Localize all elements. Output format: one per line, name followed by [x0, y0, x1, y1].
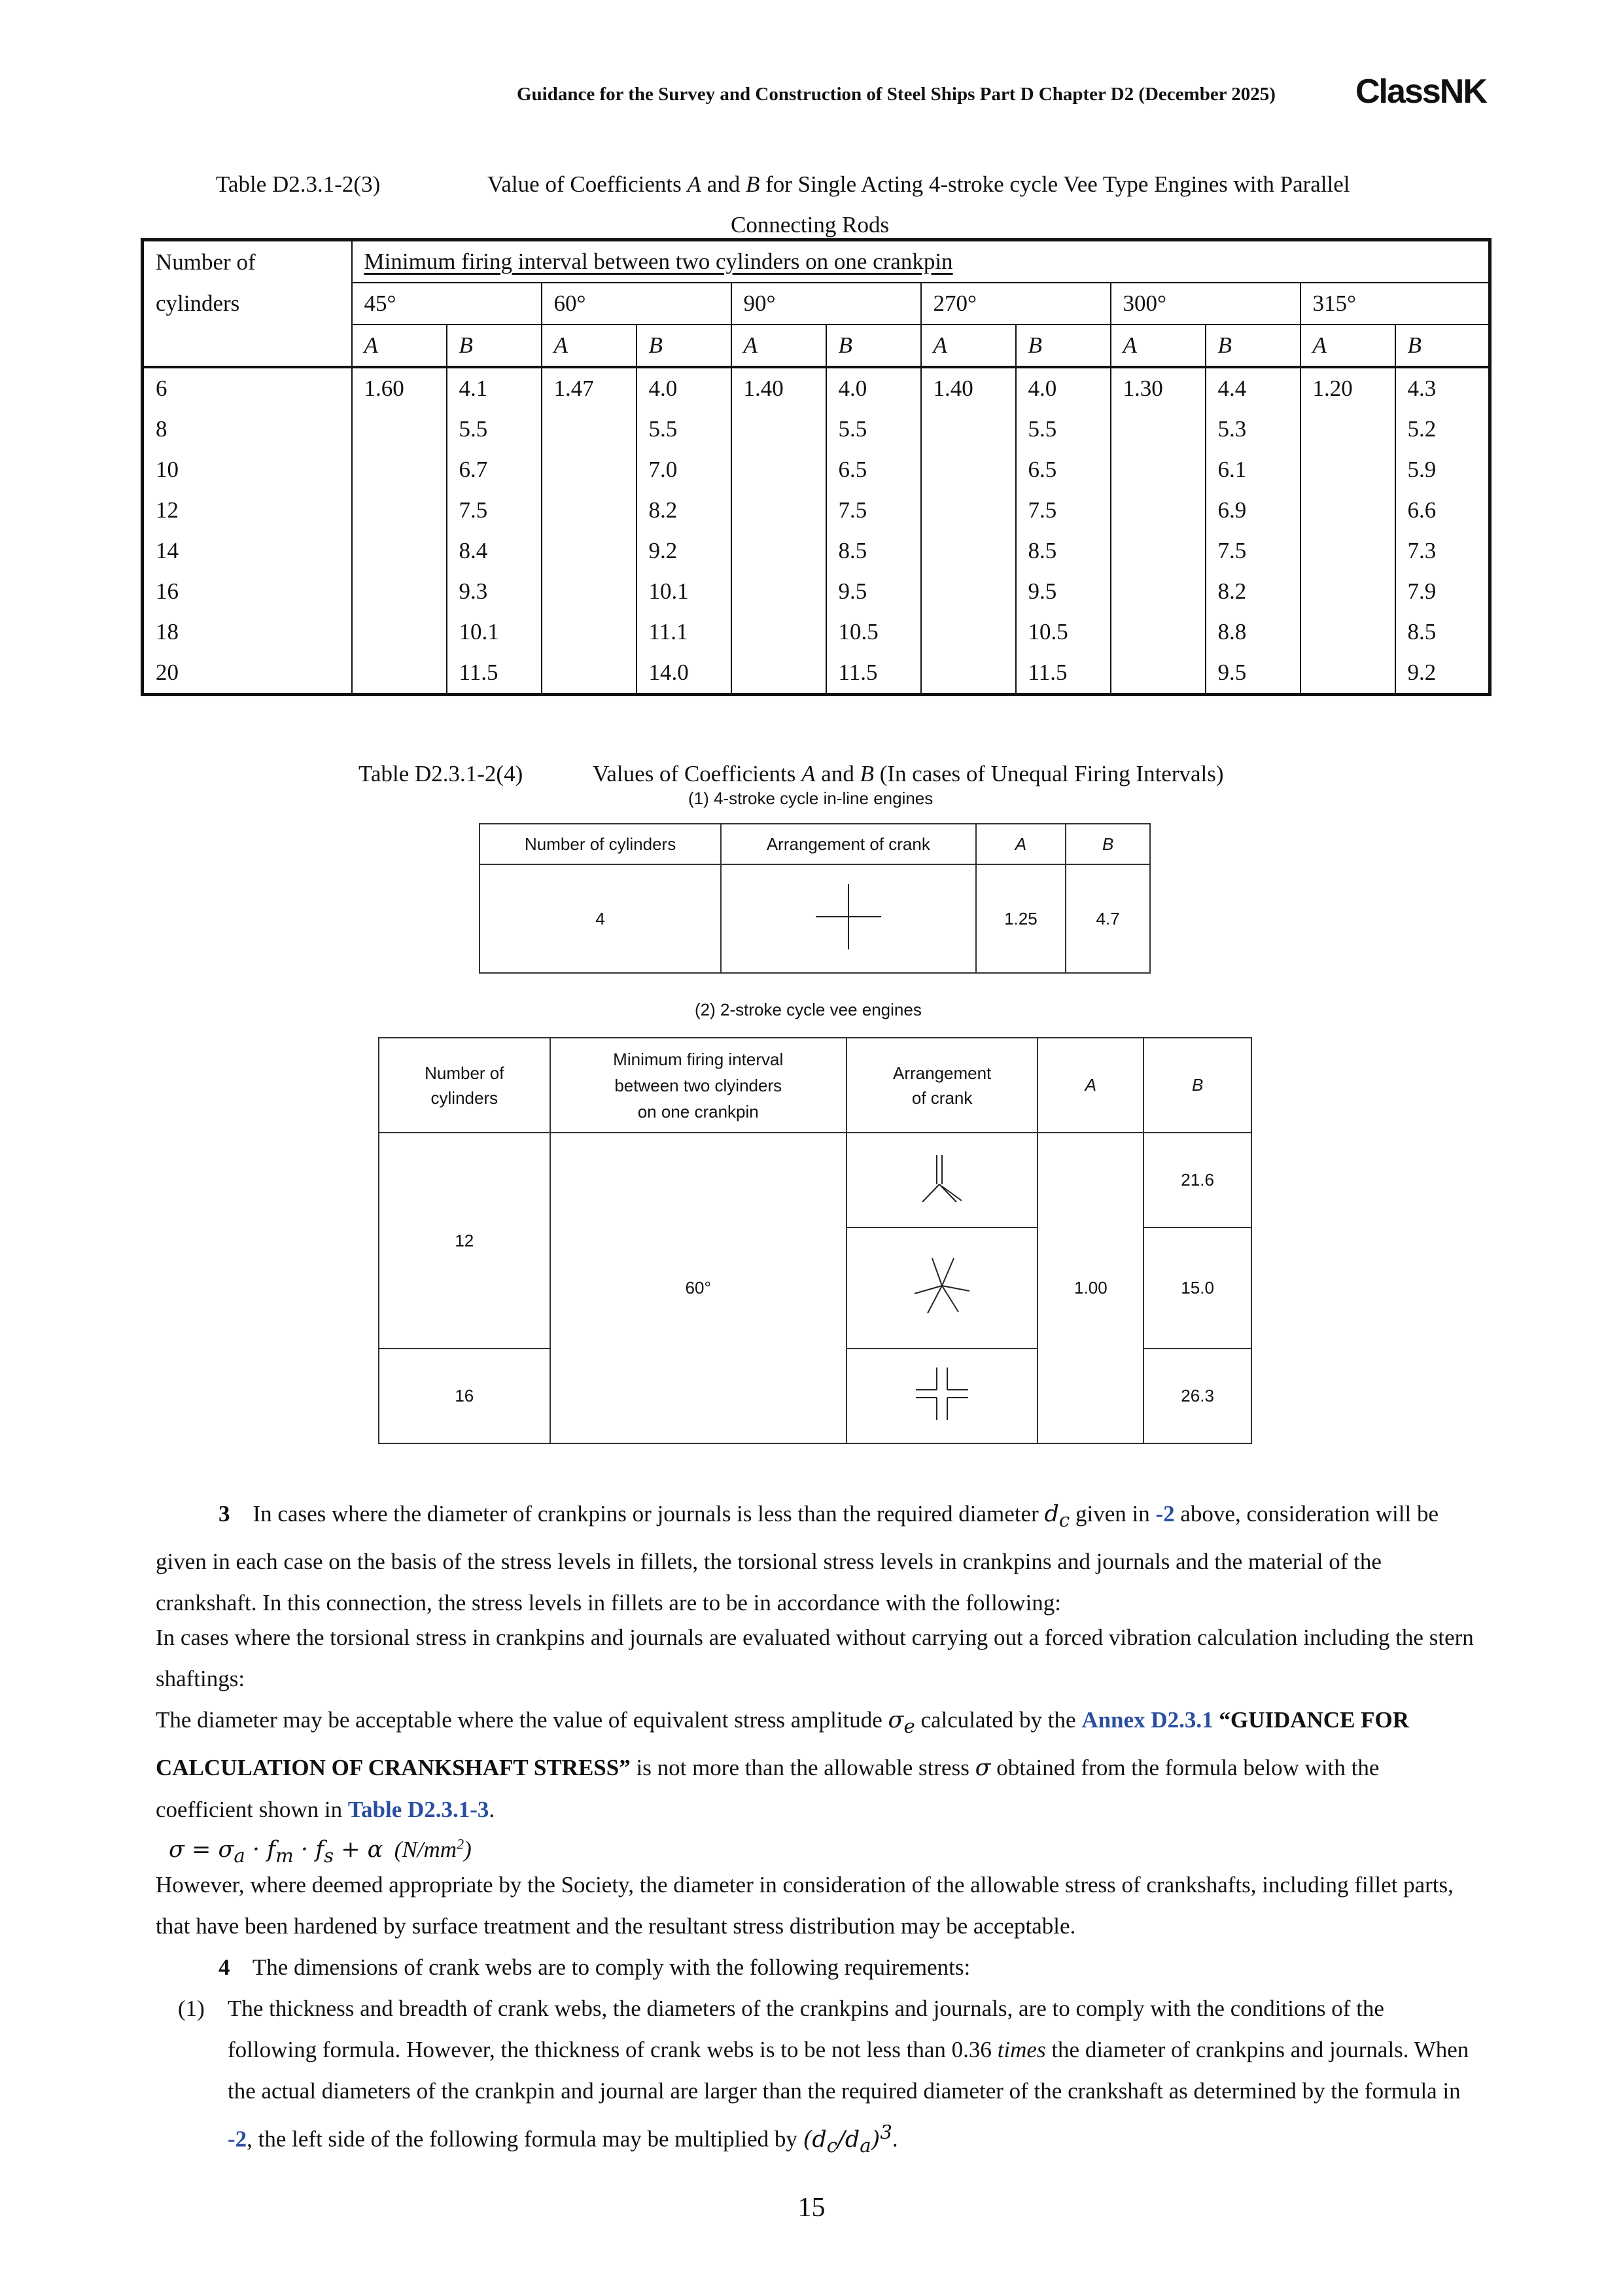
b-value: 5.5 [1016, 409, 1111, 450]
paragraph-3: 3 In cases where the diameter of crankpins or journals is less than the required diameter $d_c$ given in -2 above, consideration will be given in each case on the basis of the stress levels in fillets, the torsional stress levels in crankpins and journals and the material of the crankshaft. In this connection, the stress levels in fillets are to be in accordance with the following: [156, 1501, 1439, 1616]
b-value: 9.5 [1016, 571, 1111, 612]
b-value: 7.5 [1016, 490, 1111, 531]
b-value: 8.2 [1206, 571, 1300, 612]
header-number-of-cylinders: Number of cylinders [379, 1038, 550, 1133]
cylinders-cell: 16 [379, 1349, 550, 1443]
b-value: 8.5 [1016, 531, 1111, 571]
b-value: 9.5 [1206, 652, 1300, 695]
a-value: 1.20 [1300, 367, 1395, 409]
header-min-firing-interval: Minimum firing interval between two cylinders on one crankpin [352, 240, 1490, 283]
formula-allowable-stress: $\sigma = \sigma_a \cdot f_m \cdot f_s + \alpha$ $(N/mm^2)$ [169, 1835, 472, 1867]
b-value: 9.3 [447, 571, 542, 612]
b-value: 14.0 [637, 652, 731, 695]
a-value: 1.47 [542, 367, 637, 409]
header-number-of: Number of [156, 249, 256, 275]
cylinders-cell: 20 [156, 660, 179, 685]
item-1-number: (1) [178, 1996, 205, 2021]
crank-cross-icon [809, 881, 888, 953]
header-a: A [731, 325, 826, 367]
paragraph-4: 4 The dimensions of crank webs are to comply with the following requirements: [218, 1954, 971, 1980]
table3-id: Table D2.3.1-2(3) [216, 171, 381, 197]
b-value: 7.5 [1206, 531, 1300, 571]
crank-arrangement-3 [846, 1349, 1038, 1443]
annex-link[interactable]: Annex D2.3.1 [1081, 1707, 1213, 1733]
header-b: B [447, 325, 542, 367]
dc-da-ratio: $(d_c/d_a)^3$ [803, 2121, 892, 2157]
b-value: 11.1 [637, 612, 731, 652]
header-b: B [1016, 325, 1111, 367]
header-a: A [976, 824, 1066, 864]
running-header: Guidance for the Survey and Construction of Steel Ships Part D Chapter D2 (December 2025) [517, 84, 1276, 105]
table-row [143, 367, 1490, 409]
table-row [143, 490, 1490, 531]
b-value: 7.3 [1395, 531, 1490, 571]
classnk-logo: ClassNK [1355, 73, 1486, 111]
paragraph-diameter: The diameter may be acceptable where the value of equivalent stress amplitude $\sigma_e$ calculated by the Annex D2.3.1 “GUIDANCE FOR CALCULATION OF CRANKSHAFT STRESS” is not more than the allowable stress σ obtained from the formula below with the coefficient shown in Table D2.3.1-3. [156, 1707, 1410, 1822]
table-row [143, 409, 1490, 450]
header-min-firing-interval: Minimum firing interval between two clyinders on one crankpin [550, 1038, 846, 1133]
header-arrangement-of-crank: Arrangement of crank [846, 1038, 1038, 1133]
b-value: 7.0 [637, 450, 731, 490]
header-angle: 60° [542, 283, 731, 325]
crank-double-cross-icon [909, 1361, 975, 1426]
b-value: 11.5 [447, 652, 542, 695]
table3-title-line2: Connecting Rods [731, 212, 890, 238]
header-number-of-cylinders: Number of cylinders [480, 824, 721, 864]
page-number: 15 [797, 2193, 826, 2223]
dc-symbol: $d_c$ [1044, 1501, 1070, 1531]
b-value: 7.9 [1395, 571, 1490, 612]
header-angle: 300° [1111, 283, 1300, 325]
a-value: 1.40 [921, 367, 1016, 409]
b-value: 11.5 [1016, 652, 1111, 695]
b-value: 7.5 [826, 490, 921, 531]
b-value: 4.3 [1395, 367, 1490, 409]
cylinders-cell: 8 [156, 416, 167, 442]
cylinders-cell: 14 [156, 538, 179, 563]
b-value: 5.3 [1206, 409, 1300, 450]
cylinders-cell: 4 [480, 864, 721, 973]
a-value: 1.60 [352, 367, 447, 409]
vee-engine-table [378, 1037, 1252, 1444]
b-value: 11.5 [826, 652, 921, 695]
b-value: 10.5 [826, 612, 921, 652]
paragraph-however: However, where deemed appropriate by the Society, the diameter in consideration of the allowable stress of crankshafts, including fillet parts, that have been hardened by surface treatment and the resultant stress distribution may be acceptable. [156, 1872, 1454, 1939]
crank-arrangement-1 [846, 1133, 1038, 1227]
header-arrangement-of-crank: Arrangement of crank [721, 824, 975, 864]
header-a: A [1038, 1038, 1143, 1133]
inline-engine-table [479, 823, 1151, 974]
b-value: 6.5 [826, 450, 921, 490]
header-a: A [542, 325, 637, 367]
ref-link[interactable]: -2 [1155, 1501, 1175, 1527]
sub2-caption: (2) 2-stroke cycle vee engines [695, 1000, 922, 1019]
header-a: A [352, 325, 447, 367]
table-row [143, 531, 1490, 571]
crank-y-icon [916, 1148, 968, 1207]
cylinders-cell: 16 [156, 578, 179, 604]
crank-star-icon [909, 1253, 975, 1318]
b-value: 4.4 [1206, 367, 1300, 409]
b-value: 5.5 [447, 409, 542, 450]
table-row [143, 571, 1490, 612]
b-value: 10.1 [447, 612, 542, 652]
header-b: B [1066, 824, 1150, 864]
b-value: 5.9 [1395, 450, 1490, 490]
table-row [143, 612, 1490, 652]
b-value: 9.5 [826, 571, 921, 612]
a-value: 1.25 [976, 864, 1066, 973]
header-angle: 45° [352, 283, 542, 325]
b-value: 7.5 [447, 490, 542, 531]
cylinders-cell: 10 [156, 457, 179, 482]
table4-id: Table D2.3.1-2(4) [358, 761, 523, 786]
table-link[interactable]: Table D2.3.1-3 [347, 1797, 489, 1822]
header-cylinders: cylinders [156, 291, 240, 316]
b-value: 4.7 [1066, 864, 1150, 973]
coefficient-table-vee-4stroke [141, 238, 1492, 696]
b-value: 8.4 [447, 531, 542, 571]
b-value: 10.1 [637, 571, 731, 612]
b-value: 8.5 [1395, 612, 1490, 652]
cylinders-cell: 18 [156, 619, 179, 645]
b-value: 4.1 [447, 367, 542, 409]
header-angle: 90° [731, 283, 921, 325]
b-value: 8.8 [1206, 612, 1300, 652]
cylinders-cell: 12 [156, 497, 179, 523]
b-value: 15.0 [1143, 1227, 1251, 1349]
table-row [143, 652, 1490, 695]
table4-title: Values of Coefficients A and B (In cases of Unequal Firing Intervals) [593, 761, 1224, 786]
ref-link[interactable]: -2 [228, 2126, 247, 2152]
paragraph-torsion: In cases where the torsional stress in crankpins and journals are evaluated without carrying out a forced vibration calculation including the stern shaftings: [156, 1625, 1474, 1691]
b-value: 5.5 [637, 409, 731, 450]
b-value: 4.0 [826, 367, 921, 409]
header-b: B [1395, 325, 1490, 367]
table3-title-line1: Value of Coefficients A and B for Single Acting 4-stroke cycle Vee Type Engines with Parallel [487, 171, 1350, 197]
header-b: B [826, 325, 921, 367]
header-angle: 315° [1300, 283, 1490, 325]
b-value: 21.6 [1143, 1133, 1251, 1227]
crank-arrangement-cross [721, 864, 975, 973]
b-value: 4.0 [1016, 367, 1111, 409]
header-b: B [1206, 325, 1300, 367]
b-value: 9.2 [1395, 652, 1490, 695]
a-value: 1.30 [1111, 367, 1206, 409]
b-value: 26.3 [1143, 1349, 1251, 1443]
b-value: 10.5 [1016, 612, 1111, 652]
header-a: A [1111, 325, 1206, 367]
sub1-caption: (1) 4-stroke cycle in-line engines [688, 788, 934, 808]
b-value: 8.5 [826, 531, 921, 571]
b-value: 6.6 [1395, 490, 1490, 531]
b-value: 8.2 [637, 490, 731, 531]
header-a: A [921, 325, 1016, 367]
interval-cell: 60° [550, 1133, 846, 1443]
header-angle: 270° [921, 283, 1111, 325]
b-value: 9.2 [637, 531, 731, 571]
header-a: A [1300, 325, 1395, 367]
sigma-e-symbol: $\sigma_e$ [888, 1707, 915, 1737]
b-value: 6.5 [1016, 450, 1111, 490]
b-value: 5.2 [1395, 409, 1490, 450]
a-value: 1.40 [731, 367, 826, 409]
cylinders-cell: 12 [379, 1133, 550, 1349]
cylinders-cell: 6 [143, 367, 352, 409]
item-1: The thickness and breadth of crank webs, the diameters of the crankpins and journals, are to comply with the conditions of the following formula. However, the thickness of crank webs is to be not less than 0.36 times the diameter of crankpins and journals. When the actual diameters of the crankpin and journal are larger than the required diameter of the crankshaft as determined by the formula in -2, the left side of the following formula may be multiplied by $(d_c/d_a)^3$. [228, 1996, 1469, 2157]
b-value: 6.9 [1206, 490, 1300, 531]
a-value: 1.00 [1038, 1133, 1143, 1443]
b-value: 5.5 [826, 409, 921, 450]
header-b: B [637, 325, 731, 367]
b-value: 4.0 [637, 367, 731, 409]
header-b: B [1143, 1038, 1251, 1133]
crank-arrangement-2 [846, 1227, 1038, 1349]
b-value: 6.7 [447, 450, 542, 490]
b-value: 6.1 [1206, 450, 1300, 490]
table-row [143, 450, 1490, 490]
